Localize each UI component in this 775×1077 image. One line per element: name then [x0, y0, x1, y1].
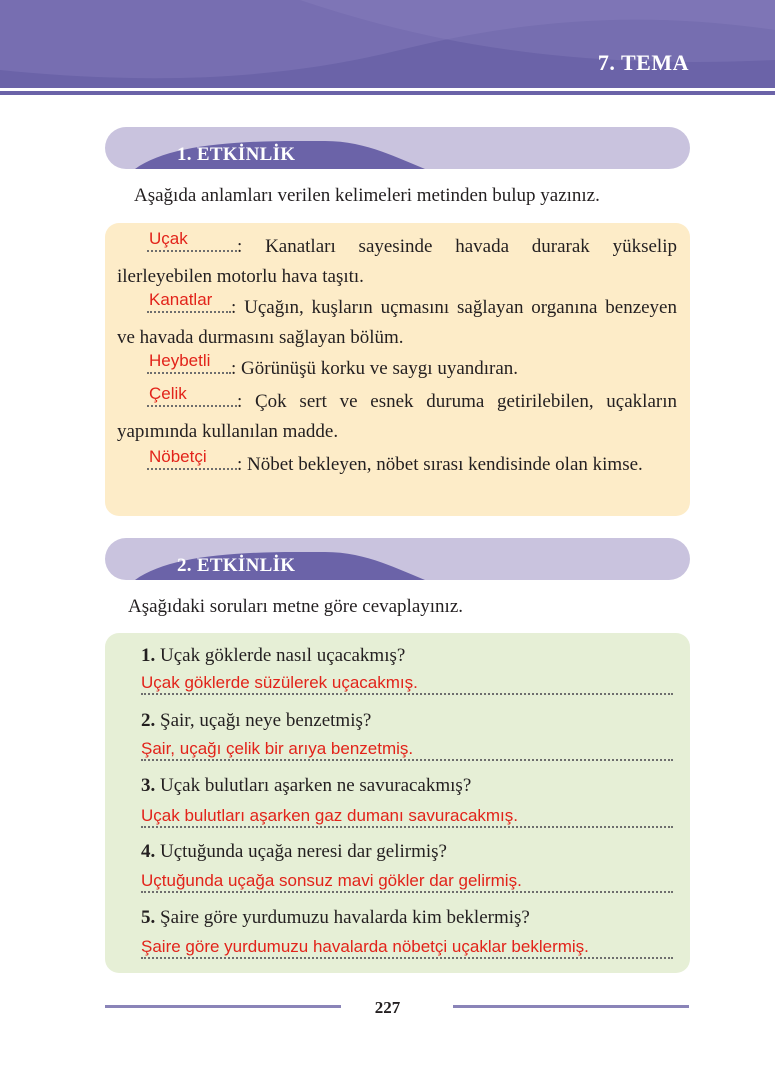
theme-label: 7. TEMA — [597, 50, 689, 75]
handwritten-answer: Heybetli — [149, 351, 211, 370]
question-text: Uçtuğunda uçağa neresi dar gelirmiş? — [160, 841, 447, 862]
definition-item — [117, 385, 677, 447]
question — [141, 710, 371, 732]
page-header — [0, 0, 775, 98]
activity-1-instruction: Aşağıda anlamları verilen kelimeleri metinden bulup yazınız. — [134, 185, 600, 206]
handwritten-answer: Uçak bulutları aşarken gaz dumanı savuracakmış. — [141, 806, 519, 825]
activity-2-title: 2. ETKİNLİK — [177, 555, 296, 576]
handwritten-answer: Kanatlar — [149, 290, 213, 309]
activity-2-questions-box — [105, 633, 690, 973]
question-number: 3. — [141, 775, 156, 796]
definition-text: : Çok sert ve esnek duruma getirilebilen, uçakların yapımında kullanılan madde. — [117, 391, 677, 442]
handwritten-answer: Çelik — [149, 384, 187, 403]
answer-line[interactable] — [141, 871, 673, 893]
definition-text: : Kanatları sayesinde havada durarak yükselip ilerleyebilen motorlu hava taşıtı. — [117, 236, 677, 287]
definition-text: : Görünüşü korku ve saygı uyandıran. — [231, 358, 519, 379]
definition-text: : Nöbet bekleyen, nöbet sırası kendisinde olan kimse. — [237, 454, 643, 475]
question-text: Şaire göre yurdumuzu havalarda kim beklermiş? — [160, 907, 530, 928]
question-text: Şair, uçağı neye benzetmiş? — [160, 710, 372, 731]
question — [141, 841, 447, 863]
answer-blank[interactable] — [147, 352, 231, 374]
definition-item — [117, 352, 677, 384]
answer-blank[interactable] — [147, 291, 231, 313]
answer-line[interactable] — [141, 937, 673, 959]
definition-item — [117, 448, 677, 480]
question — [141, 907, 530, 929]
activity-1-definitions-box — [105, 223, 690, 516]
question-text: Uçak bulutları aşarken ne savuracakmış? — [160, 775, 472, 796]
answer-blank[interactable] — [147, 230, 237, 252]
definition-text: : Uçağın, kuşların uçmasını sağlayan organına benzeyen ve havada durmasını sağlayan bölüm. — [117, 297, 677, 348]
handwritten-answer: Şaire göre yurdumuzu havalarda nöbetçi uçaklar beklermiş. — [141, 937, 589, 956]
handwritten-answer: Şair, uçağı çelik bir arıya benzetmiş. — [141, 739, 414, 758]
handwritten-answer: Uçak — [149, 229, 188, 248]
definition-item — [117, 291, 677, 353]
answer-blank[interactable] — [147, 385, 237, 407]
answer-blank[interactable] — [147, 448, 237, 470]
question-number: 4. — [141, 841, 156, 862]
activity-2-instruction: Aşağıdaki soruları metne göre cevaplayınız. — [128, 596, 464, 617]
question — [141, 645, 405, 667]
handwritten-answer: Uçak göklerde süzülerek uçacakmış. — [141, 673, 418, 692]
handwritten-answer: Nöbetçi — [149, 447, 207, 466]
question — [141, 775, 471, 797]
question-text: Uçak göklerde nasıl uçacakmış? — [160, 645, 406, 666]
question-number: 5. — [141, 907, 156, 928]
header-wave-graphic — [0, 0, 775, 98]
answer-line[interactable] — [141, 739, 673, 761]
activity-1-heading-bar — [105, 127, 690, 169]
answer-line[interactable] — [141, 673, 673, 695]
definition-item — [117, 230, 677, 292]
question-number: 1. — [141, 645, 156, 666]
page-number: 227 — [374, 998, 401, 1017]
activity-2-heading-bar — [105, 538, 690, 580]
question-number: 2. — [141, 710, 156, 731]
activity-1-title: 1. ETKİNLİK — [177, 144, 296, 165]
handwritten-answer: Uçtuğunda uçağa sonsuz mavi gökler dar gelirmiş. — [141, 871, 522, 890]
answer-line[interactable] — [141, 806, 673, 828]
